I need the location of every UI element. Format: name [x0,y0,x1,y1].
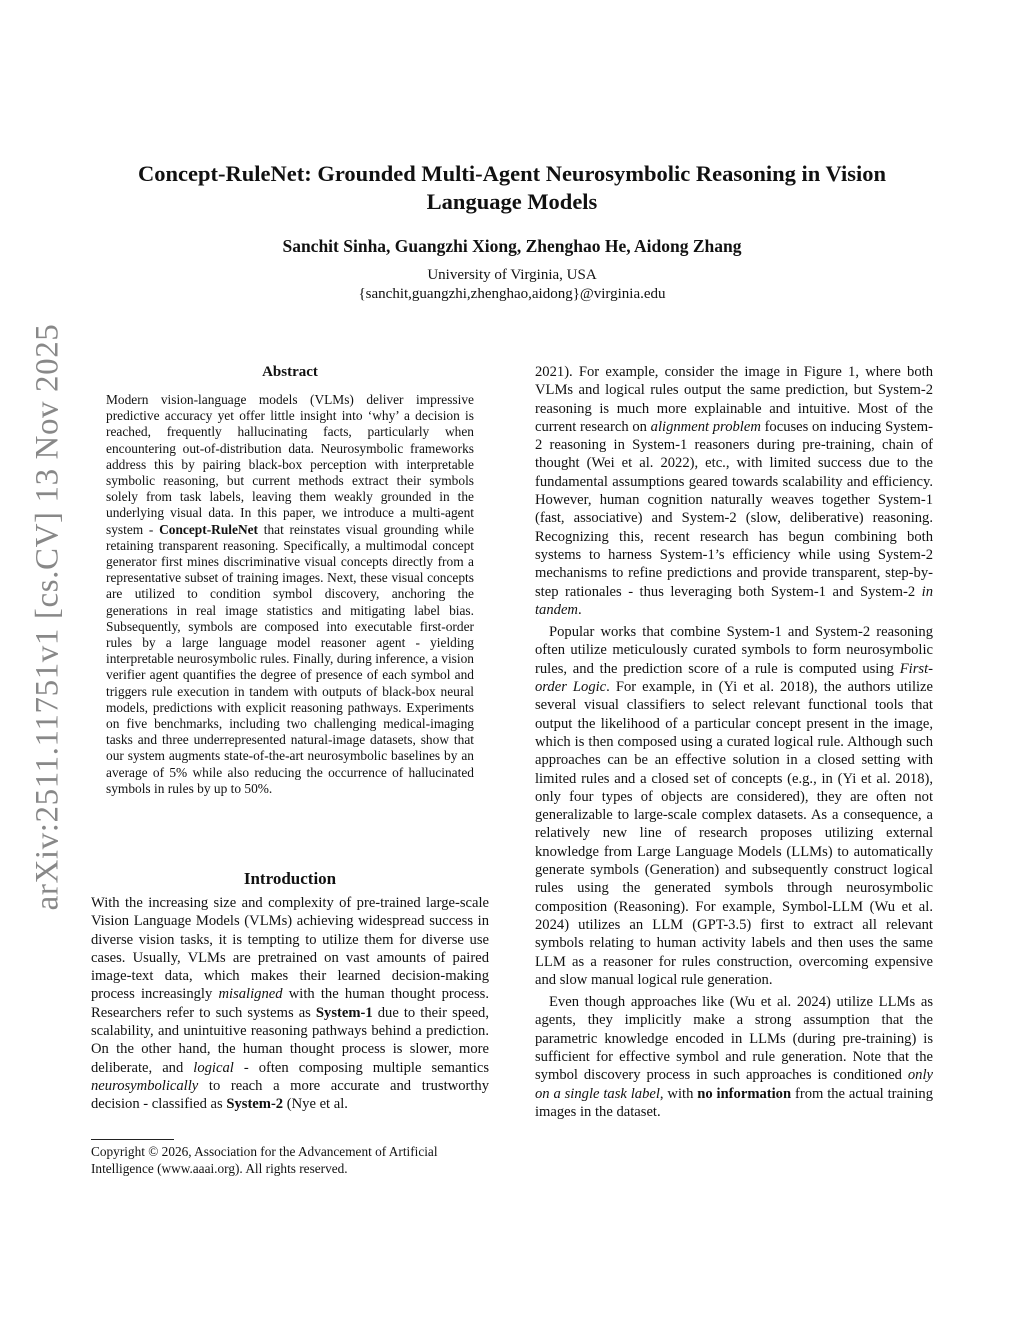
affiliation-block [90,266,934,304]
affiliation: University of Virginia, USA [427,267,597,283]
text-run: . For example, in (Yi et al. 2018), the authors utilize several visual classifiers to select relevant functional tools that output the likelihood of a particular concept present in the image, which is then composed using a curated logical rule. Although such approaches can be an effective solution in a closed setting with limited rules and a closed set of concepts (e.g., in (Yi et al. 2018), only four types of objects are considered), they are often not generalizable to large-scale complex datasets. As a consequence, a relatively new line of research proposes utilizing external knowledge from Large Language Models (LLMs) to automatically generate symbols (Generation) and subsequently construct logical rules using the generated symbols through neurosymbolic composition (Reasoning). For example, Symbol-LLM (Wu et al. 2024) utilizes an LLM (GPT-3.5) first to extract all relevant symbols relating to human activity labels and then uses the same LLM as a reasoner for rules construction, overcoming expensive and slow manual logical rule generation. [535,679,934,988]
right-paragraph-1 [535,363,933,619]
text-run: (Nye et al. [283,1096,348,1113]
right-paragraph-2 [535,623,933,989]
abstract-heading: Abstract [262,364,318,380]
text-run: from the actual training images in the dataset. [535,1085,933,1120]
text-run: With the increasing size and complexity of pre-trained large-scale Vision Language Models (VLMs) achieving widespread success in diverse vision tasks, it is tempting to utilize them for diverse use cases. Usually, VLMs are pretrained on vast amounts of paired image-text data, which makes their learned decision-making process increasingly [91,895,489,1003]
text-run: focuses on inducing System-2 reasoning in System-1 reasoners during pre-training, chain of thought (Wei et al. 2022), etc., with limited success due to the fundamental assumptions geared towards scalability and efficiency. However, human cognition naturally weaves together System-1 (fast, associative) and System-2 (slow, deliberative) reasoning. Recognizing this, recent research has begun combining both systems to harness System-1’s efficiency while using System-2 mechanisms to refine predictions and provide transparent, step-by-step rationales - thus leveraging both System-1 and System-2 [535,418,933,600]
author-list: Sanchit Sinha, Guangzhi Xiong, Zhenghao He, Aidong Zhang [282,236,742,256]
right-paragraph-3 [535,993,933,1121]
text-run: . [577,601,582,618]
text-run: to reach a more accurate and trustworthy decision - classified as [91,1077,489,1113]
copyright-footnote: Copyright © 2026, Association for the Advancement of Artificial Intelligence (www.aaai.org). All rights reserved. [91,1144,438,1176]
text-run-italic: only on a single task label [535,1067,933,1102]
author-email: {sanchit,guangzhi,zhenghao,aidong}@virginia.edu [358,286,666,302]
text-run-italic: misaligned [218,986,283,1003]
footnote-rule [91,1139,174,1140]
left-column-body [91,894,489,1118]
text-run: Popular works that combine System-1 and System-2 reasoning often utilize meticulously curated symbols to form neurosymbolic rules, and the prediction score of a rule is computed using [535,624,933,677]
text-run-bold: no information [697,1085,792,1102]
text-run: - often composing multiple semantics [233,1059,489,1076]
text-run-italic: First-order Logic [535,660,933,696]
paper-title: Concept-RuleNet: Grounded Multi-Agent Neurosymbolic Reasoning in Vision Language Models [138,161,886,214]
introduction-heading: Introduction [243,869,337,888]
abstract-text-part: Modern vision-language models (VLMs) deliver impressive predictive accuracy yet offer little insight into ‘why’ a decision is reached, frequently hallucinating facts, particularly when encountering out-of-distribution data. Neurosymbolic frameworks address this by pairing black-box perception with interpretable symbolic reasoning, but current methods extract their symbols solely from task labels, leaving them weakly grounded in the underlying visual data. In this paper, we introduce a multi-agent system - [106,392,474,537]
text-run-italic: logical [193,1059,234,1076]
text-run-italic: alignment problem [650,418,761,435]
text-run-bold: System-2 [226,1096,284,1113]
text-run: with the human thought process. Researchers refer to such systems as [91,986,490,1021]
arxiv-stamp-text: arXiv:2511.11751v1 [cs.CV] 13 Nov 2025 [29,323,66,911]
text-run-bold: System-1 [315,1004,373,1021]
text-run: due to their speed, scalability, and unintuitive reasoning pathways behind a prediction. On the other hand, the human thought process is slower, more deliberate, and [91,1004,489,1076]
abstract-text-part: that reinstates visual grounding while retaining transparent reasoning. Specifically, a multimodal concept generator first mines discriminative visual concepts directly from a representative subset of training images. Next, these visual concepts are utilized to condition symbol discovery, anchoring the generations in real image statistics and mitigating label bias. Subsequently, symbols are composed into executable first-order rules by a large language model reasoner agent - yielding interpretable neurosymbolic rules. Finally, during inference, a vision verifier agent quantifies the degree of presence of each symbol and triggers rule execution in tandem with outputs of black-box neural models, predictions with explicit reasoning pathways. Experiments on five benchmarks, including two challenging medical-imaging tasks and three underrepresented natural-image datasets, show that our system augments state-of-the-art neurosymbolic baselines by an average of 5% while also reducing the occurrence of hallucinated symbols in rules by up to 50%. [106,521,475,796]
intro-paragraph-1 [91,894,489,1114]
text-run: Even though approaches like (Wu et al. 2024) utilize LLMs as agents, they implicitly make a strong assumption that the parametric knowledge encoded in LLMs (during pre-training) is sufficient for effective symbol and rule generation. Note that the symbol discovery process in such approaches is conditioned [535,994,933,1084]
text-run: 2021). For example, consider the image in Figure 1, where both VLMs and logical rules output the same prediction, but System-2 reasoning is much more explainable and intuitive. Most of the current research on [535,364,933,435]
text-run-italic: neurosymbolically [91,1077,199,1094]
right-column-body [535,363,933,1125]
abstract-text [106,392,474,797]
abstract-system-name: Concept-RuleNet [159,521,259,537]
text-run: , with [659,1085,698,1102]
text-run-italic: in tandem [535,583,933,618]
